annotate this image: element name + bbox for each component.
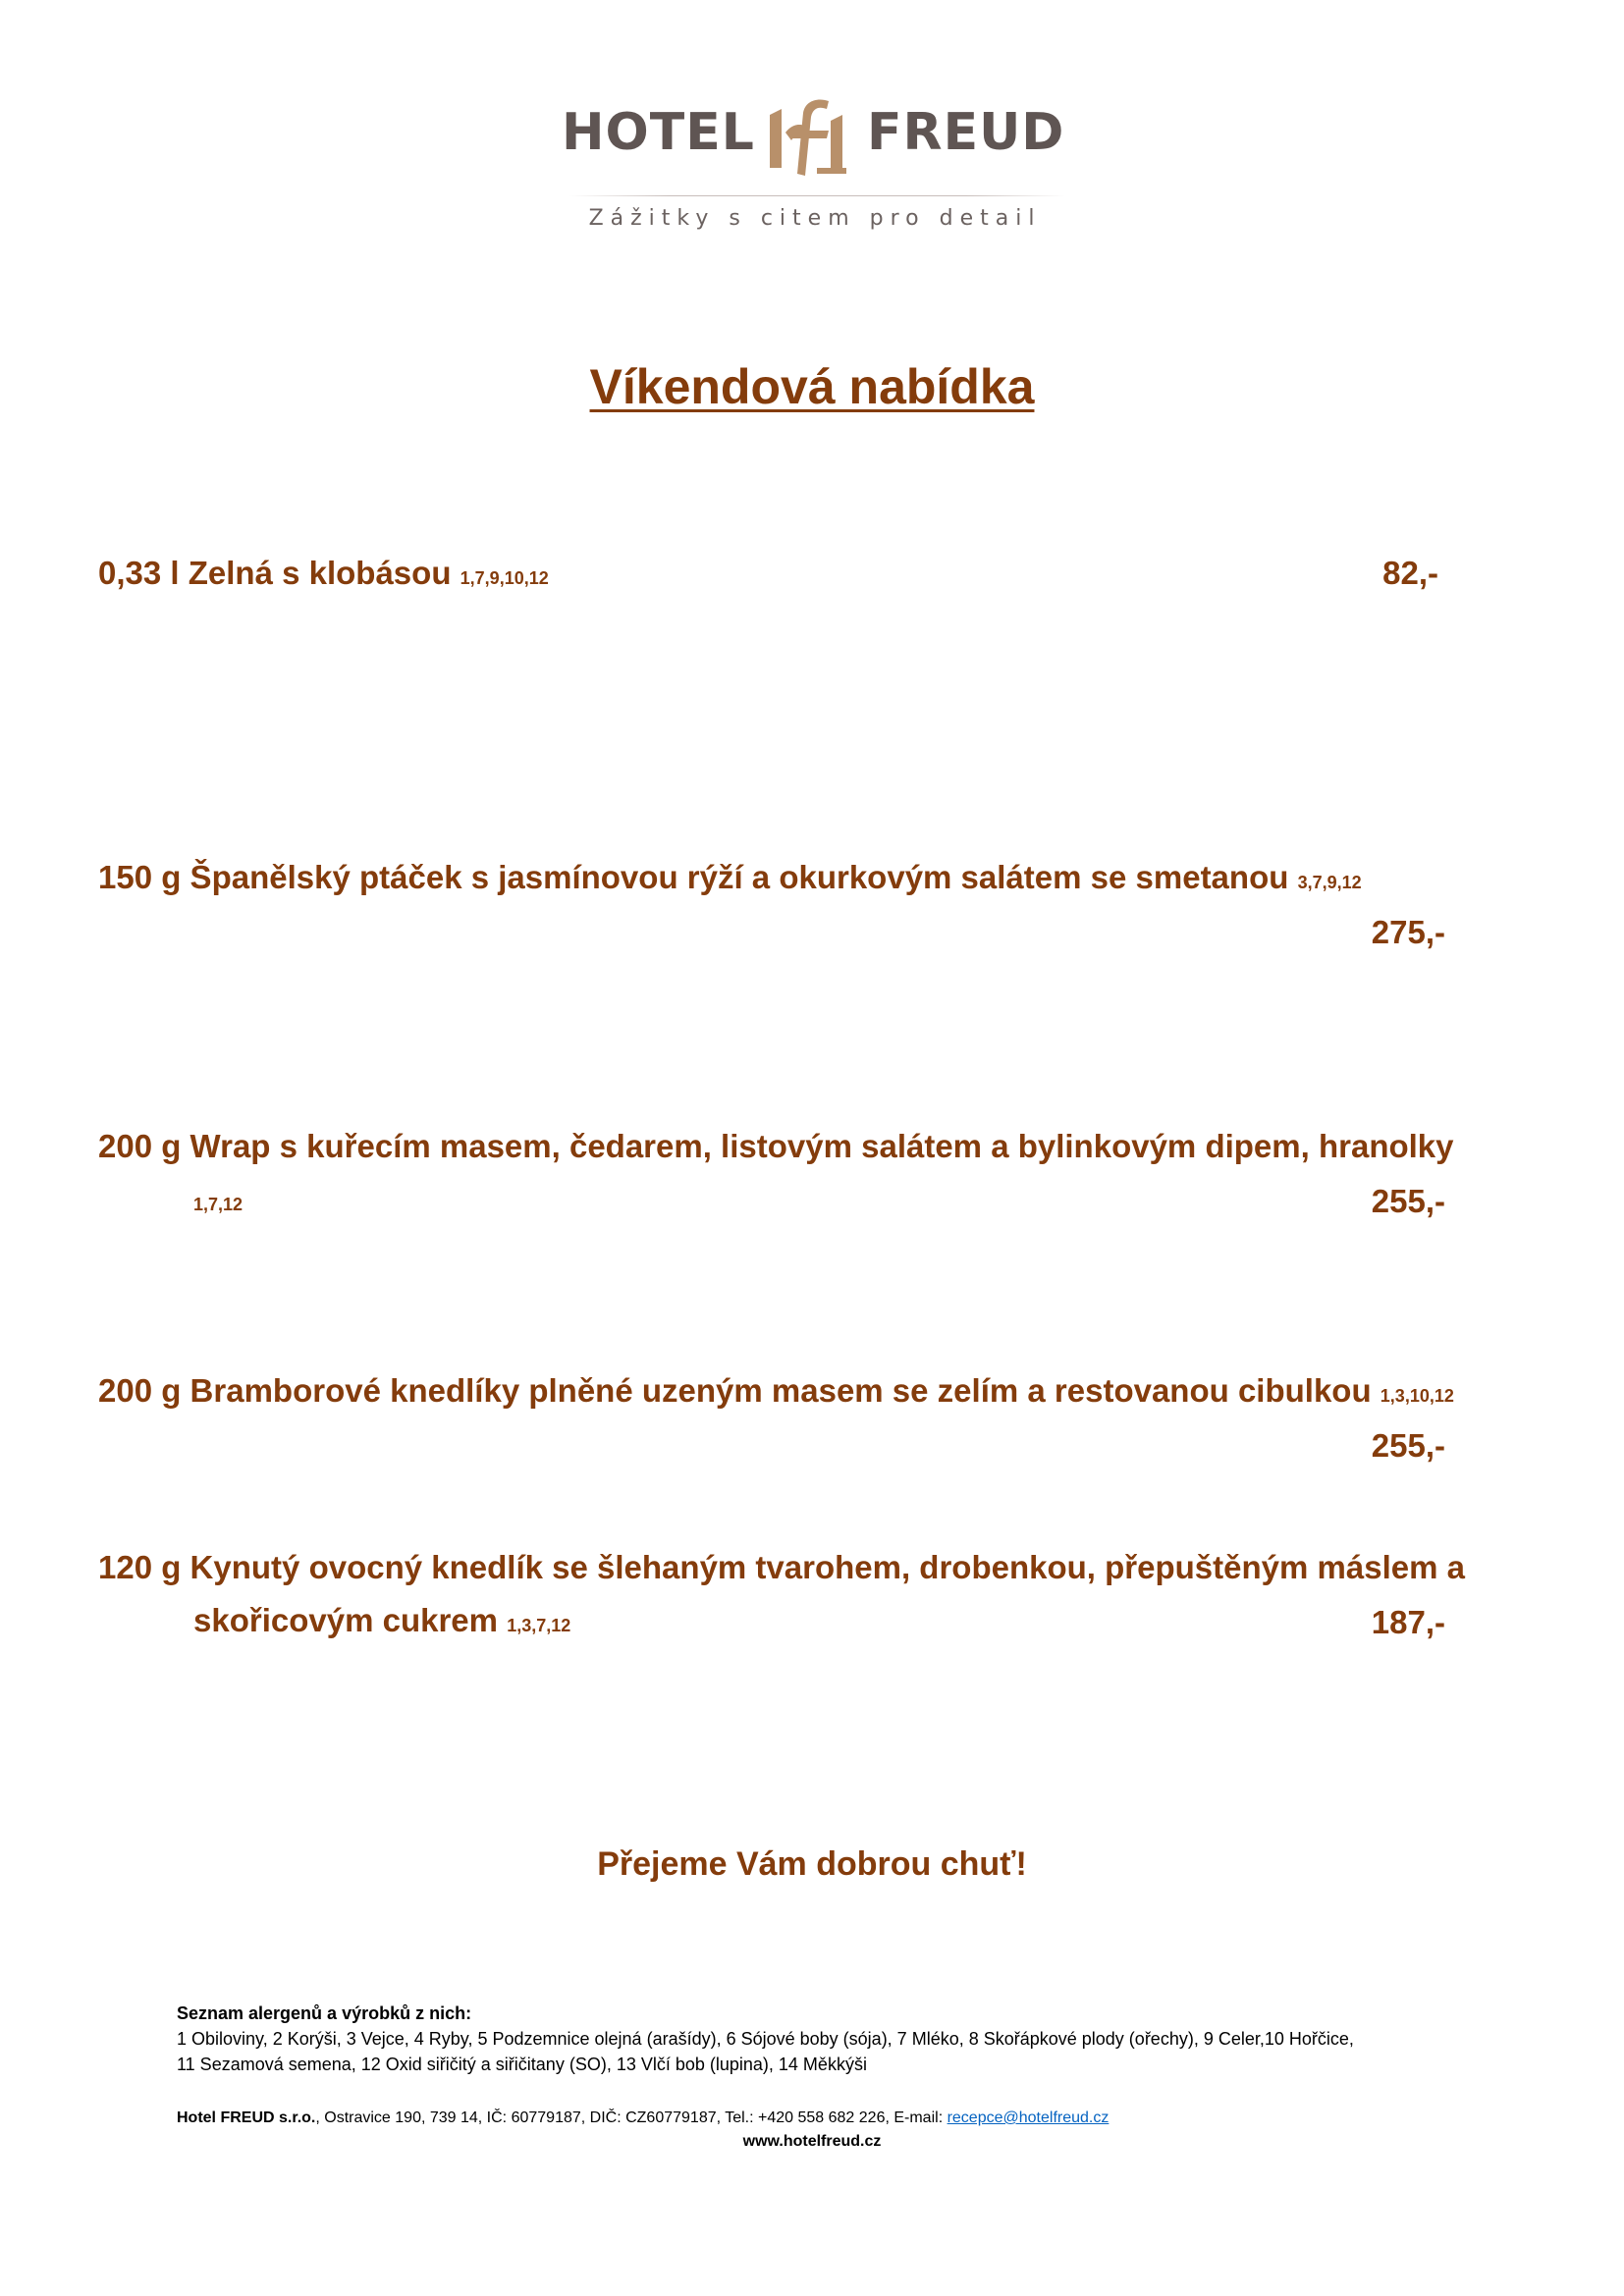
allergen-legend-heading: Seznam alergenů a výrobků z nich: [177, 2003, 472, 2023]
logo-tagline: Zážitky s citem pro detail [588, 206, 1042, 231]
hotel-logo [560, 93, 1070, 240]
menu-item-allergens: 1,3,7,12 [507, 1616, 571, 1635]
menu-item-name: 200 g Wrap s kuřecím masem, čedarem, listovým salátem a bylinkovým dipem, hranolky [98, 1128, 1454, 1164]
menu-item [98, 851, 1532, 909]
company-info [177, 2107, 1453, 2130]
logo-word-freud: FREUD [867, 103, 1065, 162]
allergen-legend-line: 1 Obiloviny, 2 Korýši, 3 Vejce, 4 Ryby, 5 Podzemnice olejná (arašídy), 6 Sójové boby (sója), 7 Mléko, 8 Skořápkové plody (ořechy), 9 Celer,10 Hořčice, [177, 2029, 1354, 2049]
menu-item-allergens: 1,7,12 [193, 1195, 244, 1214]
hotel-freud-monogram-icon [752, 93, 860, 184]
logo-wordmark [560, 93, 1070, 187]
allergen-legend [177, 2001, 1551, 2077]
menu-item-price: 255,- [1371, 1427, 1445, 1464]
menu-item-price: 187,- [1371, 1604, 1445, 1640]
menu-item [98, 1364, 1532, 1422]
menu-item-price: 255,- [1371, 1183, 1445, 1219]
company-details: , Ostravice 190, 739 14, IČ: 60779187, DIČ: CZ60779187, Tel.: +420 558 682 226, E-mail: [315, 2109, 947, 2126]
menu-item-name: 0,33 l Zelná s klobásou [98, 555, 452, 591]
menu-item-name: 200 g Bramborové knedlíky plněné uzeným masem se zelím a restovanou cibulkou [98, 1372, 1372, 1409]
menu-item-allergens: 1,7,9,10,12 [460, 568, 549, 588]
menu-title: Víkendová nabídka [589, 359, 1035, 414]
menu-item-allergens: 1,3,10,12 [1380, 1386, 1454, 1406]
website-url: www.hotelfreud.cz [742, 2133, 882, 2150]
email-link[interactable]: recepce@hotelfreud.cz [947, 2109, 1110, 2126]
menu-item-name-continued: skořicovým cukrem [193, 1602, 499, 1638]
menu-item-price: 82,- [1382, 555, 1438, 591]
menu-item-name: 150 g Španělský ptáček s jasmínovou rýží a okurkovým salátem se smetanou [98, 859, 1289, 895]
allergen-legend-line: 11 Sezamová semena, 12 Oxid siřičitý a siřičitany (SO), 13 Vlčí bob (lupina), 14 Měkkýši [177, 2055, 867, 2074]
closing-message: Přejeme Vám dobrou chuť! [597, 1845, 1027, 1883]
company-name: Hotel FREUD s.r.o. [177, 2109, 316, 2126]
logo-divider [569, 195, 1065, 196]
menu-item-name: 120 g Kynutý ovocný knedlík se šlehaným tvarohem, drobenkou, přepuštěným máslem a [98, 1549, 1465, 1585]
menu-item-price: 275,- [1371, 914, 1445, 950]
menu-item-allergens: 3,7,9,12 [1297, 873, 1362, 892]
logo-word-hotel: HOTEL [562, 103, 755, 162]
